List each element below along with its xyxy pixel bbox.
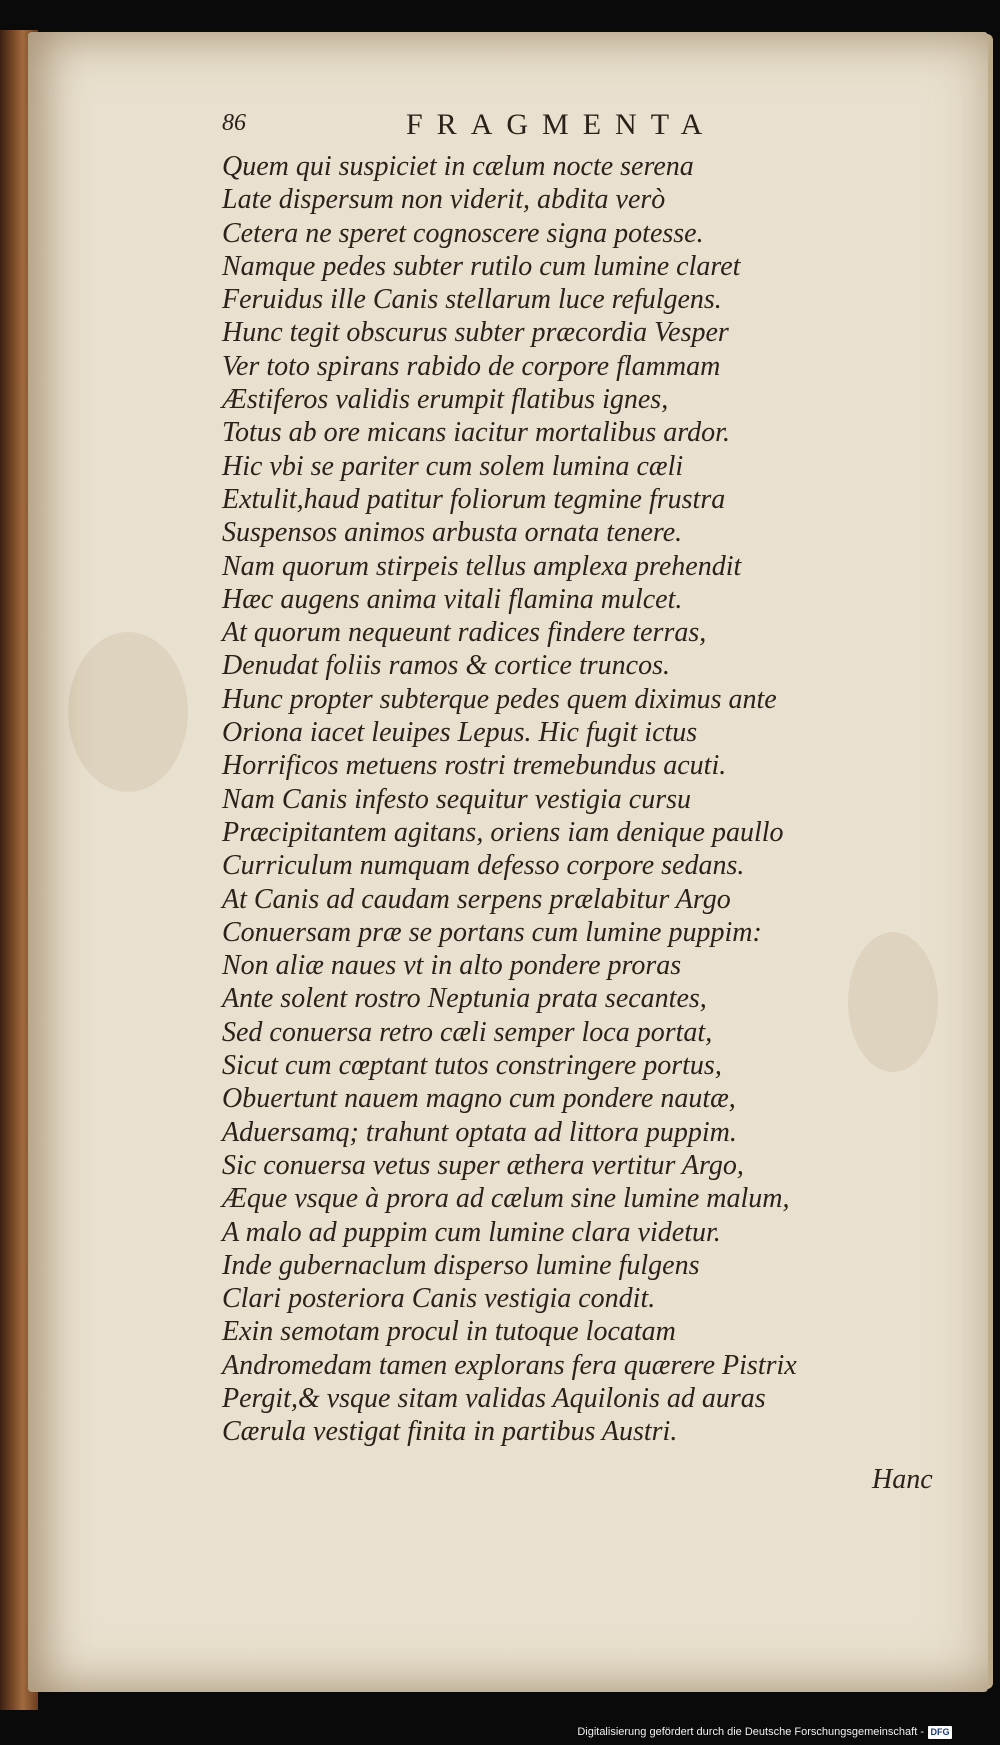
verse-line: Obuertunt nauem magno cum pondere nautæ,	[222, 1083, 736, 1115]
verse-line: At quorum nequeunt radices findere terras,	[222, 617, 707, 649]
verse-line: A malo ad puppim cum lumine clara videtur.	[222, 1216, 721, 1248]
verse-line: Curriculum numquam defesso corpore sedans.	[222, 850, 745, 882]
paper-stain	[68, 632, 188, 792]
verse-line: Ver toto spirans rabido de corpore flammam	[222, 350, 721, 382]
verse-line: Feruidus ille Canis stellarum luce refulgens.	[222, 284, 722, 316]
verse-line: Ante solent rostro Neptunia prata secantes,	[222, 983, 707, 1015]
verse-line: Cærula vestigat finita in partibus Austri.	[222, 1416, 678, 1448]
verse-line: Hæc augens anima vitali flamina mulcet.	[222, 583, 683, 615]
verse-line: At Canis ad caudam serpens prælabitur Argo	[222, 883, 731, 915]
verse-line: Andromedam tamen explorans fera quærere Pistrix	[222, 1349, 797, 1381]
verse-line: Nam Canis infesto sequitur vestigia cursu	[222, 783, 691, 815]
verse-line: Hunc tegit obscurus subter præcordia Vesper	[222, 317, 729, 349]
verse-line: Totus ab ore micans iacitur mortalibus ardor.	[222, 417, 730, 449]
verse-line: Pergit,& vsque sitam validas Aquilonis ad auras	[222, 1382, 766, 1414]
verse-line: Extulit,haud patitur foliorum tegmine frustra	[222, 483, 726, 515]
verse-line: Quem qui suspiciet in cælum nocte serena	[222, 151, 694, 182]
verse-line: Nam quorum stirpeis tellus amplexa prehendit	[222, 550, 742, 582]
verse-line: Late dispersum non viderit, abdita verò	[222, 184, 666, 216]
verse-line: Sicut cum cœptant tutos constringere portus,	[222, 1050, 722, 1082]
verse-line: Sed conuersa retro cæli semper loca portat,	[222, 1016, 713, 1048]
digitization-credit	[577, 1723, 952, 1741]
verse-line: Clari posteriora Canis vestigia condit.	[222, 1283, 656, 1315]
verse-line: Oriona iacet leuipes Lepus. Hic fugit ictus	[222, 717, 698, 749]
verse-line: Denudat foliis ramos & cortice truncos.	[222, 650, 670, 682]
verse-line: Aduersamq; trahunt optata ad littora puppim.	[222, 1116, 737, 1148]
verse-line: Inde gubernaclum disperso lumine fulgens	[222, 1249, 700, 1281]
verse-line: Cetera ne speret cognoscere signa potesse.	[222, 217, 704, 249]
running-title: FRAGMENTA	[406, 108, 717, 141]
verse-line: Æstiferos validis erumpit flatibus ignes,	[222, 384, 669, 416]
dfg-logo: DFG	[928, 1726, 952, 1739]
verse-line: Præcipitantem agitans, oriens iam denique paullo	[222, 816, 784, 848]
verse-line: Horrificos metuens rostri tremebundus acuti.	[222, 750, 727, 782]
verse-line: Conuersam præ se portans cum lumine puppim:	[222, 916, 762, 948]
credit-text: Digitalisierung gefördert durch die Deutsche Forschungsgemeinschaft -	[577, 1726, 924, 1738]
verse-line: Exin semotam procul in tutoque locatam	[222, 1316, 676, 1348]
verse-text	[222, 150, 942, 1449]
catchword: Hanc	[872, 1464, 933, 1495]
verse-line: Hunc propter subterque pedes quem diximus ante	[222, 683, 777, 715]
verse-line: Namque pedes subter rutilo cum lumine claret	[222, 250, 741, 282]
verse-line: Æque vsque à prora ad cælum sine lumine malum,	[222, 1183, 790, 1215]
verse-line: Non aliæ naues vt in alto pondere proras	[222, 950, 682, 982]
verse-line: Suspensos animos arbusta ornata tenere.	[222, 517, 683, 549]
verse-line: Hic vbi se pariter cum solem lumina cæli	[222, 450, 684, 482]
verse-line: Sic conuersa vetus super æthera vertitur Argo,	[222, 1149, 744, 1181]
running-head	[222, 108, 762, 148]
page-number: 86	[222, 110, 246, 136]
